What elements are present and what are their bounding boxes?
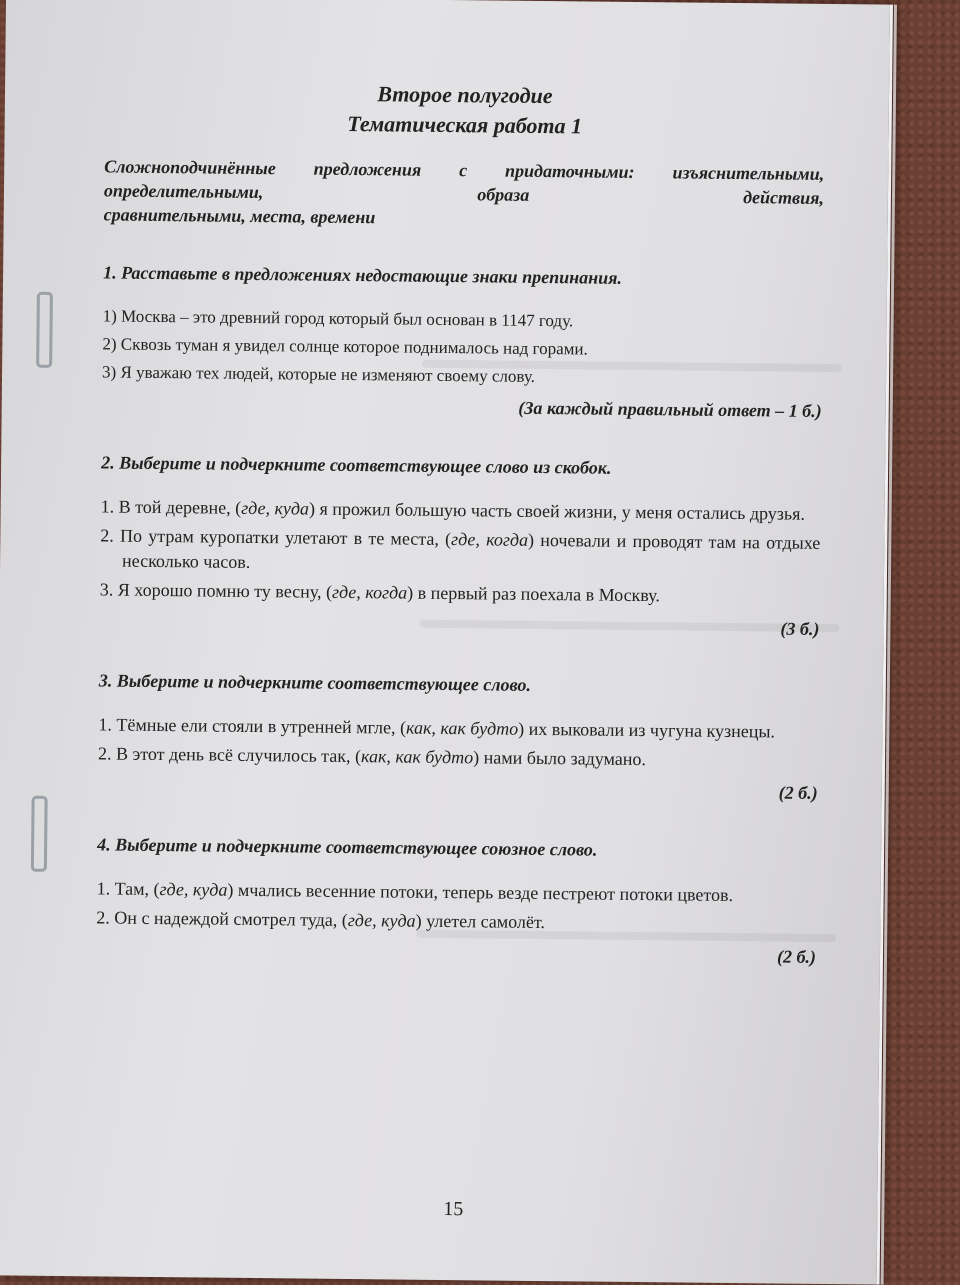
sentence-list — [102, 304, 823, 392]
score-note: (2 б.) — [776, 946, 817, 967]
sentence-list — [100, 494, 821, 610]
sentence-end: ) ночевали и проводят там на отдыхе несколько часов. — [122, 529, 821, 572]
sentence-end: ) мчались весенние потоки, теперь везде пестреют потоки цветов. — [227, 879, 734, 906]
sentence-start: 2. По утрам куропатки улетают в те места, ( — [100, 525, 452, 550]
word-options: где, куда — [347, 910, 416, 931]
sentence-end: ) в первый раз поехала в Москву. — [407, 582, 661, 606]
sentence-item: 2) Сквозь туман я увидел солнце которое поднималось над горами. — [102, 334, 588, 359]
sentence-item: 3) Я уважаю тех людей, которые не изменяют своему слову. — [101, 362, 536, 386]
sentence-end: ) их выковали из чугуна кузнецы. — [518, 718, 776, 742]
word-options: как, как будто — [405, 717, 519, 739]
score-note: (2 б.) — [778, 782, 818, 803]
sentence-item — [97, 876, 817, 909]
word-options: где, куда — [241, 497, 310, 519]
task-section — [98, 668, 819, 806]
word-options: где, куда — [159, 879, 228, 900]
task-title: 2. Выберите и подчеркните соответствующее слово из скобок. — [101, 452, 612, 478]
task-list — [96, 260, 823, 970]
sentence-start: 2. В этот день всё случилось так, ( — [97, 743, 362, 767]
work-title: Тематическая работа 1 — [347, 110, 583, 139]
sentence-start: 3. Я хорошо помню ту весну, ( — [99, 579, 333, 602]
sentence-end: ) я прожил большую часть своей жизни, у меня остались друзья. — [308, 498, 806, 524]
task-section — [99, 450, 821, 642]
sentence-end: ) улетел самолёт. — [415, 910, 546, 933]
score-note: (За каждый правильный ответ – 1 б.) — [518, 397, 822, 421]
sentence-item: 1) Москва – это древний город который был основан в 1147 году. — [102, 306, 574, 331]
task-title: 1. Расставьте в предложениях недостающие знаки препинания. — [103, 262, 623, 288]
score-note: (3 б.) — [780, 618, 820, 639]
sentence-end: ) нами было задумано. — [473, 747, 647, 770]
sentence-item — [100, 577, 820, 610]
sentence-list — [96, 876, 817, 938]
sentence-start: 2. Он с надеждой смотрел туда, ( — [96, 907, 348, 931]
staple — [31, 796, 48, 872]
sentence-item — [98, 741, 818, 774]
semester-title: Второе полугодие — [377, 81, 553, 109]
word-options: где, когда — [331, 581, 408, 603]
page-number: 15 — [443, 1198, 464, 1221]
sentence-item — [96, 905, 816, 938]
sentence-item — [100, 523, 820, 581]
sentence-item — [98, 712, 818, 745]
sentence-start: 1. Тёмные ели стояли в утренней мгле, ( — [98, 714, 407, 738]
word-options: как, как будто — [360, 746, 474, 768]
sentence-list — [98, 712, 819, 774]
task-title: 3. Выберите и подчеркните соответствующее слово. — [98, 670, 531, 695]
word-options: где, когда — [451, 529, 529, 550]
task-title: 4. Выберите и подчеркните соответствующее союзное слово. — [97, 834, 598, 860]
topic-heading: Сложноподчинённые предложения с придаточными: изъяснительными, определительными, образа действия, — [103, 156, 825, 208]
task-section — [102, 260, 824, 424]
topic-heading-end: сравнительными, места, времени — [103, 204, 376, 228]
sentence-item — [101, 494, 821, 527]
sentence-start: 1. Там, ( — [96, 878, 160, 900]
worksheet-content — [96, 76, 825, 1221]
sentence-start: 1. В той деревне, ( — [100, 496, 242, 518]
task-section — [96, 832, 817, 970]
staple — [36, 292, 53, 368]
